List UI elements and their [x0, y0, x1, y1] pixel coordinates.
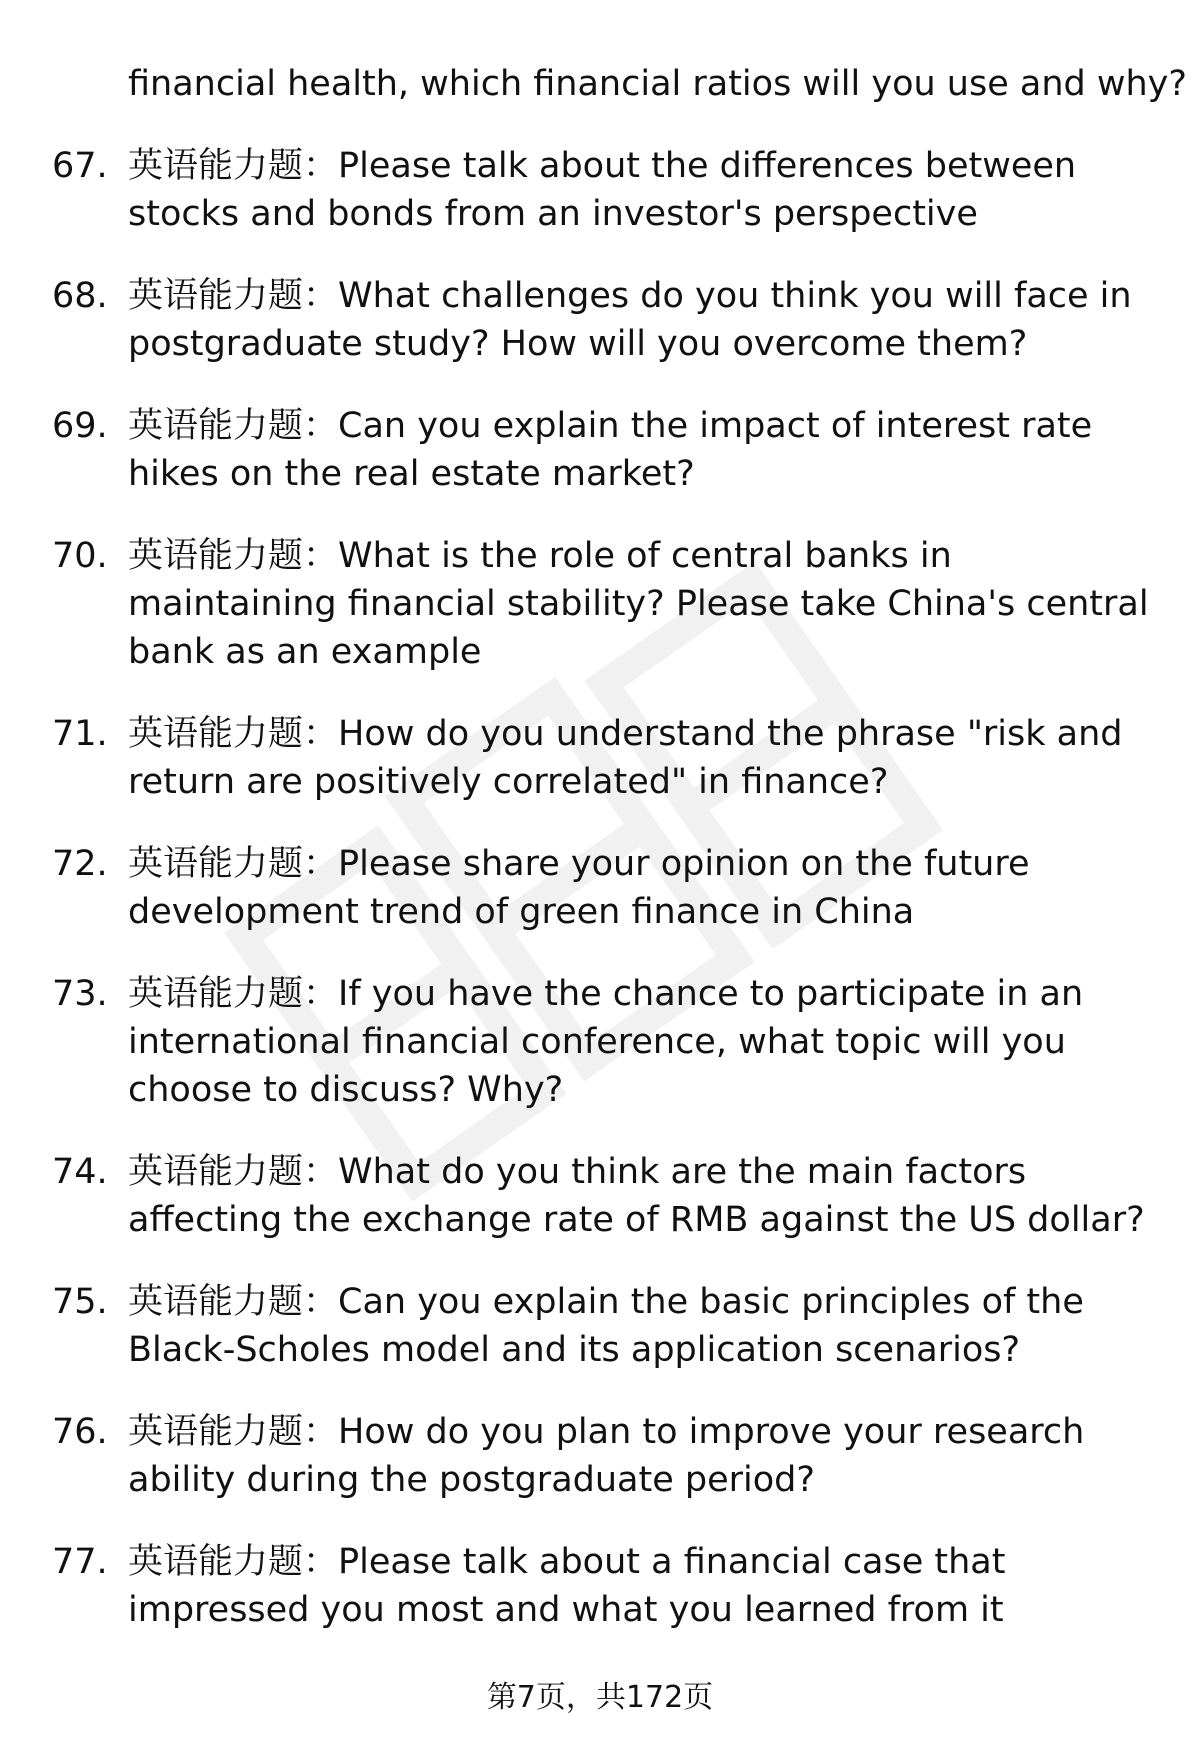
- question-item: [0, 1538, 1158, 1634]
- question-item: [0, 532, 1158, 676]
- question-body: [128, 710, 1158, 806]
- question-text: Can you explain the basic principles of the Black-Scholes model and its application scenarios?: [128, 1282, 1084, 1370]
- question-number: 71.: [52, 714, 108, 754]
- question-text: What is the role of central banks in maintaining financial stability? Please take China's central bank as an example: [128, 536, 1149, 672]
- question-item: [0, 272, 1158, 368]
- question-category-tag: 英语能力题：: [128, 406, 339, 446]
- question-item: [0, 142, 1158, 238]
- question-body: [128, 1278, 1158, 1374]
- question-number: 67.: [52, 146, 108, 186]
- question-body: [128, 840, 1158, 936]
- continuation-line: financial health, which financial ratios will you use and why?: [128, 64, 1187, 104]
- question-number: 72.: [52, 844, 108, 884]
- question-category-tag: 英语能力题：: [128, 974, 339, 1014]
- question-category-tag: 英语能力题：: [128, 536, 339, 576]
- page-footer: 第7页，共172页: [486, 1680, 714, 1715]
- question-body: [128, 970, 1158, 1114]
- question-list: [0, 142, 1200, 1634]
- question-number: 73.: [52, 974, 108, 1014]
- question-body: [128, 1408, 1158, 1504]
- question-category-tag: 英语能力题：: [128, 276, 339, 316]
- question-category-tag: 英语能力题：: [128, 1412, 339, 1452]
- question-body: [128, 1148, 1158, 1244]
- question-item: [0, 970, 1158, 1114]
- question-body: [128, 1538, 1158, 1634]
- question-text: How do you plan to improve your research ability during the postgraduate period?: [128, 1412, 1085, 1500]
- question-category-tag: 英语能力题：: [128, 844, 339, 884]
- question-number: 77.: [52, 1542, 108, 1582]
- question-list-content: [0, 60, 1200, 1634]
- question-text: Please talk about the differences between stocks and bonds from an investor's perspective: [128, 146, 1077, 234]
- question-category-tag: 英语能力题：: [128, 1282, 339, 1322]
- question-text: What do you think are the main factors affecting the exchange rate of RMB against the US dollar?: [128, 1152, 1145, 1240]
- question-item: [0, 840, 1158, 936]
- question-text: How do you understand the phrase "risk and return are positively correlated" in finance?: [128, 714, 1123, 802]
- question-text: What challenges do you think you will face in postgraduate study? How will you overcome them?: [128, 276, 1132, 364]
- question-number: 75.: [52, 1282, 108, 1322]
- question-text: If you have the chance to participate in an international financial conference, what topic will you choose to discuss? Why?: [128, 974, 1084, 1110]
- question-text: Can you explain the impact of interest rate hikes on the real estate market?: [128, 406, 1093, 494]
- question-item: [0, 1148, 1158, 1244]
- question-number: 74.: [52, 1152, 108, 1192]
- question-item: [0, 710, 1158, 806]
- question-body: [128, 532, 1158, 676]
- question-number: 70.: [52, 536, 108, 576]
- question-number: 69.: [52, 406, 108, 446]
- question-category-tag: 英语能力题：: [128, 714, 339, 754]
- question-item: [0, 402, 1158, 498]
- question-text: Please talk about a financial case that impressed you most and what you learned from it: [128, 1542, 1006, 1630]
- question-body: [128, 272, 1158, 368]
- question-body: [128, 402, 1158, 498]
- question-category-tag: 英语能力题：: [128, 1542, 339, 1582]
- question-body: [128, 142, 1158, 238]
- question-item: [0, 1278, 1158, 1374]
- question-item: [0, 1408, 1158, 1504]
- question-text: Please share your opinion on the future development trend of green finance in China: [128, 844, 1030, 932]
- question-number: 68.: [52, 276, 108, 316]
- question-category-tag: 英语能力题：: [128, 146, 339, 186]
- question-number: 76.: [52, 1412, 108, 1452]
- question-category-tag: 英语能力题：: [128, 1152, 339, 1192]
